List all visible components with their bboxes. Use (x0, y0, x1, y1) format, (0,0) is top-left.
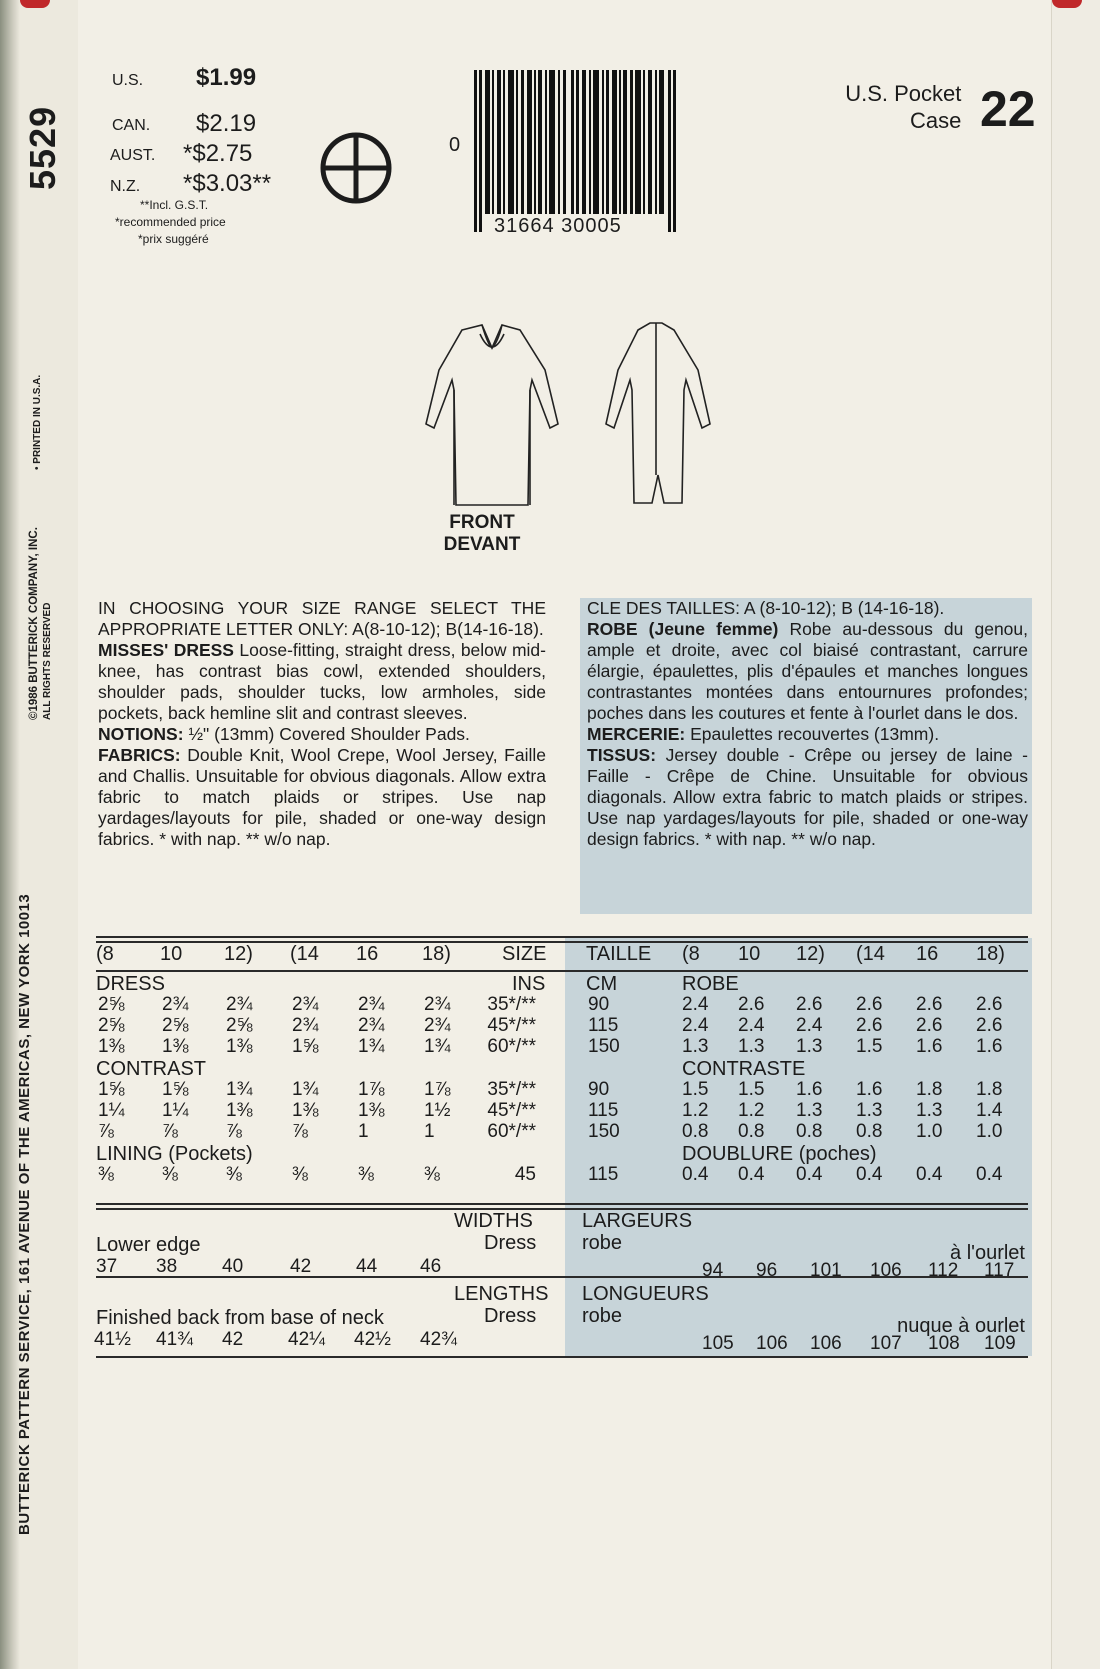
right-edge (1051, 0, 1100, 1669)
size-key-intro: CLE DES TAILLES: A (8-10-12); B (14-16-18). (587, 598, 945, 618)
recommended-note: *recommended price (115, 215, 226, 229)
metric-value: 1.3 (796, 1100, 823, 1121)
widths-row-fr: à l'ourlet (950, 1242, 1025, 1264)
notions-title: NOTIONS: (98, 724, 184, 744)
fabric-width-ins: 35*/** (487, 1079, 536, 1100)
publisher-address: BUTTERICK PATTERN SERVICE, 161 AVENUE OF THE AMERICAS, NEW YORK 10013 (16, 893, 33, 1535)
lengths-ins-value: 41¾ (156, 1329, 193, 1350)
widths-ins-value: 42 (290, 1256, 312, 1277)
metric-value: 2.6 (976, 1015, 1003, 1036)
size-header: (8 (96, 943, 114, 965)
fabrics-title: FABRICS: (98, 745, 181, 765)
metric-value: 2.4 (682, 1015, 709, 1036)
lengths-ins-value: 42½ (354, 1329, 391, 1350)
sketch-caption (430, 512, 534, 556)
price-label-nz: N.Z. (110, 178, 141, 195)
section-title-fr: CONTRASTE (682, 1058, 806, 1080)
table-rule (96, 970, 1028, 972)
table-rule (96, 1203, 1028, 1205)
price-label-aust: AUST. (110, 147, 156, 164)
yardage-value: ⅞ (292, 1121, 308, 1142)
pocket-line2: Case (910, 108, 962, 133)
metric-value: 1.4 (976, 1100, 1003, 1121)
yardage-value: 1¼ (162, 1100, 189, 1121)
metric-value: 0.8 (682, 1121, 709, 1142)
lengths-row-fr: nuque à ourlet (897, 1315, 1025, 1337)
metric-value: 1.8 (916, 1079, 943, 1100)
mercerie-title: MERCERIE: (587, 724, 686, 744)
taille-header: 18) (976, 943, 1005, 965)
metric-value: 0.4 (738, 1164, 765, 1185)
metric-value: 0.8 (796, 1121, 823, 1142)
widths-ins-value: 37 (96, 1256, 118, 1277)
yardage-value: 1¾ (292, 1079, 319, 1100)
fabric-width-cm: 115 (588, 1164, 619, 1185)
yardage-value: 2¾ (358, 994, 385, 1015)
table-rule (96, 1276, 1028, 1278)
printed-in-usa: • PRINTED IN U.S.A. (32, 374, 43, 470)
widths-ins-value: 44 (356, 1256, 378, 1277)
widths-label-en: WIDTHS (454, 1210, 533, 1232)
rights-text: ALL RIGHTS RESERVED (42, 602, 53, 720)
metric-value: 2.4 (738, 1015, 765, 1036)
lengths-garment-fr: robe (582, 1305, 623, 1327)
yardage-value: 1¾ (226, 1079, 253, 1100)
metric-value: 2.6 (916, 1015, 943, 1036)
yardage-value: ⅞ (98, 1121, 114, 1142)
widths-garment-en: Dress (484, 1232, 537, 1254)
price-aust: *$2.75 (183, 140, 253, 167)
lengths-cm-value: 107 (870, 1333, 902, 1354)
fabric-width-cm: 150 (588, 1036, 620, 1057)
fabric-width-ins: 45*/** (487, 1100, 536, 1121)
lengths-label-en: LENGTHS (454, 1283, 549, 1305)
metric-value: 1.0 (976, 1121, 1003, 1142)
widths-ins-value: 46 (420, 1256, 442, 1277)
yardage-value: 1¾ (424, 1036, 451, 1057)
fabric-width-ins: 35*/** (487, 994, 536, 1015)
lengths-cm-value: 105 (702, 1333, 734, 1354)
suggested-note: *prix suggéré (138, 232, 209, 246)
size-header: 18) (422, 943, 451, 965)
registration-mark-icon (318, 130, 394, 206)
metric-value: 2.6 (738, 994, 765, 1015)
yardage-value: 2⅝ (226, 1015, 253, 1036)
lengths-cm-value: 108 (928, 1333, 960, 1354)
metric-value: 0.4 (916, 1164, 943, 1185)
lengths-ins-value: 42 (222, 1329, 244, 1350)
price-label-us: U.S. (112, 72, 144, 89)
robe-title: ROBE (Jeune femme) (587, 619, 779, 639)
yardage-value: ⅜ (226, 1164, 242, 1185)
gst-note: **Incl. G.S.T. (140, 198, 209, 212)
price-us: $1.99 (196, 64, 257, 91)
yardage-value: ⅜ (358, 1164, 374, 1185)
metric-value: 1.5 (738, 1079, 765, 1100)
widths-row-en: Lower edge (96, 1234, 201, 1256)
yardage-value: 1¼ (98, 1100, 125, 1121)
yardage-value: 2¾ (226, 994, 253, 1015)
yardage-value: 1⅜ (226, 1100, 253, 1121)
fabric-width-ins: 45*/** (487, 1015, 536, 1036)
dress-title: MISSES' DRESS (98, 640, 234, 660)
notions-text: ½" (13mm) Covered Shoulder Pads. (188, 724, 470, 744)
garment-sketch (410, 320, 730, 510)
fabric-width-cm: 90 (588, 1079, 610, 1100)
yardage-value: ⅜ (98, 1164, 114, 1185)
copyright-text: ©1986 BUTTERICK COMPANY, INC. (28, 527, 40, 720)
yardage-value: ⅜ (424, 1164, 440, 1185)
size-range-intro: IN CHOOSING YOUR SIZE RANGE SELECT THE APPROPRIATE LETTER ONLY: A(8-10-12); B(14-16-18). (98, 598, 546, 639)
widths-ins-value: 40 (222, 1256, 244, 1277)
metric-value: 1.8 (976, 1079, 1003, 1100)
english-description (98, 598, 546, 850)
fabric-width-ins: 45 (514, 1164, 536, 1185)
yardage-value: 1⅜ (226, 1036, 253, 1057)
table-rule (96, 936, 1028, 938)
metric-value: 1.0 (916, 1121, 943, 1142)
lengths-ins-value: 42¾ (420, 1329, 457, 1350)
yardage-value: 1⅝ (162, 1079, 189, 1100)
price-nz: *$3.03** (183, 170, 272, 197)
metric-value: 1.3 (916, 1100, 943, 1121)
pocket-case-number: 22 (980, 81, 1036, 137)
metric-value: 1.6 (976, 1036, 1003, 1057)
widths-garment-fr: robe (582, 1232, 623, 1254)
metric-value: 2.6 (976, 994, 1003, 1015)
yardage-value: 1½ (424, 1100, 451, 1121)
barcode-lead-digit: 0 (449, 134, 461, 156)
yardage-value: 2¾ (358, 1015, 385, 1036)
metric-value: 1.6 (916, 1036, 943, 1057)
yardage-value: ⅜ (292, 1164, 308, 1185)
caption-front: FRONT (449, 512, 515, 533)
fabrics-text: Double Knit, Wool Crepe, Wool Jersey, Faille and Challis. Unsuitable for obvious diagonals. Allow extra fabric to match plaids or stripes. Use nap yardages/layouts for pile, shaded or one-way design fabrics. * with nap. ** w/o nap. (98, 745, 546, 849)
metric-value: 0.4 (976, 1164, 1003, 1185)
tissus-title: TISSUS: (587, 745, 657, 765)
lengths-label-fr: LONGUEURS (582, 1283, 709, 1305)
pattern-number: 5529 (22, 105, 63, 190)
lengths-cm-value: 109 (984, 1333, 1016, 1354)
taille-header: (8 (682, 943, 700, 965)
metric-value: 2.4 (796, 1015, 823, 1036)
barcode-icon (472, 70, 678, 232)
size-header: (14 (290, 943, 319, 965)
section-title: LINING (Pockets) (96, 1143, 253, 1165)
barcode-digits: 31664 30005 (494, 215, 622, 237)
section-title-fr: ROBE (682, 973, 739, 995)
lengths-cm-value: 106 (810, 1333, 842, 1354)
metric-value: 0.4 (796, 1164, 823, 1185)
metric-value: 2.6 (916, 994, 943, 1015)
metric-value: 0.8 (738, 1121, 765, 1142)
fabric-width-cm: 115 (588, 1100, 619, 1121)
metric-value: 0.8 (856, 1121, 883, 1142)
widths-cm-value: 117 (984, 1260, 1015, 1281)
french-description (587, 598, 1028, 850)
yardage-value: ⅞ (226, 1121, 242, 1142)
yardage-value: 1¾ (358, 1036, 385, 1057)
lengths-row-en: Finished back from base of neck (96, 1307, 384, 1329)
metric-value: 2.6 (856, 994, 883, 1015)
widths-cm-value: 96 (756, 1260, 778, 1281)
fabric-width-ins: 60*/** (487, 1121, 536, 1142)
widths-cm-value: 94 (702, 1260, 724, 1281)
yardage-value: 2¾ (292, 994, 319, 1015)
widths-ins-value: 38 (156, 1256, 178, 1277)
metric-value: 0.4 (856, 1164, 883, 1185)
metric-value: 1.5 (682, 1079, 709, 1100)
metric-value: 2.4 (682, 994, 709, 1015)
cm-label: CM (586, 973, 618, 995)
taille-header: 12) (796, 943, 825, 965)
robe-description: Robe au-dessous du genou, ample et droite, avec col biaisé contrastant, carrure élargie, épaulettes, plis d'épaules et manches longues contrastantes montées dans entournures profondes; poches dans les coutures et fente à l'ourlet dans le dos. (587, 619, 1029, 723)
metric-value: 0.4 (682, 1164, 709, 1185)
dress-description: Loose-fitting, straight dress, below mid-knee, has contrast bias cowl, extended shoulders, shoulder pads, shoulder tucks, low armholes, side pockets, back hemline slit and contrast sleeves. (98, 640, 546, 723)
fabric-width-cm: 90 (588, 994, 610, 1015)
metric-value: 1.2 (682, 1100, 709, 1121)
red-corner-mark (1052, 0, 1082, 8)
metric-value: 1.5 (856, 1036, 883, 1057)
copyright-block (28, 527, 54, 720)
lengths-garment-en: Dress (484, 1305, 537, 1327)
size-header: 16 (356, 943, 379, 965)
pocket-line1: U.S. Pocket (845, 81, 962, 106)
yardage-value: 1⅜ (292, 1100, 319, 1121)
table-rule (96, 1356, 1028, 1358)
yardage-value: 1 (424, 1121, 435, 1142)
yardage-value: ⅞ (162, 1121, 178, 1142)
widths-label-fr: LARGEURS (582, 1210, 693, 1232)
red-corner-mark (20, 0, 50, 8)
lengths-cm-value: 106 (756, 1333, 788, 1354)
metric-value: 1.6 (856, 1079, 883, 1100)
taille-header: 16 (916, 943, 939, 965)
yardage-value: 2¾ (292, 1015, 319, 1036)
widths-cm-value: 106 (870, 1260, 902, 1281)
ins-label: INS (512, 973, 546, 995)
yardage-value: 2¾ (424, 994, 451, 1015)
section-title: CONTRAST (96, 1058, 206, 1080)
metric-value: 1.6 (796, 1079, 823, 1100)
widths-cm-value: 101 (810, 1260, 842, 1281)
yardage-value: ⅜ (162, 1164, 178, 1185)
yardage-value: 2⅝ (98, 994, 125, 1015)
size-header: 12) (224, 943, 253, 965)
section-title: DRESS (96, 973, 165, 995)
yardage-value: 1⅞ (424, 1079, 451, 1100)
fabric-width-cm: 150 (588, 1121, 620, 1142)
taille-header: (14 (856, 943, 885, 965)
pocket-case-label (838, 80, 961, 134)
metric-value: 2.6 (796, 994, 823, 1015)
price-label-can: CAN. (112, 117, 151, 134)
taille-header: 10 (738, 943, 761, 965)
yardage-value: 1⅜ (162, 1036, 189, 1057)
lengths-ins-value: 42¼ (288, 1329, 325, 1350)
metric-value: 1.2 (738, 1100, 765, 1121)
metric-value: 1.3 (738, 1036, 765, 1057)
lengths-ins-value: 41½ (94, 1329, 131, 1350)
price-can: $2.19 (196, 110, 257, 137)
size-header: 10 (160, 943, 183, 965)
fabric-width-cm: 115 (588, 1015, 619, 1036)
yardage-value: 1 (358, 1121, 369, 1142)
metric-value: 1.3 (682, 1036, 709, 1057)
yardage-value: 2⅝ (98, 1015, 125, 1036)
yardage-value: 1⅞ (358, 1079, 385, 1100)
yardage-value: 1⅜ (358, 1100, 385, 1121)
yardage-value: 1⅝ (292, 1036, 319, 1057)
widths-cm-value: 112 (928, 1260, 959, 1281)
mercerie-text: Epaulettes recouvertes (13mm). (690, 724, 940, 744)
tissus-text: Jersey double - Crêpe ou jersey de laine - Faille - Crêpe de Chine. Unsuitable for obvious diagonals. Allow extra fabric to match plaids or stripes. Use nap yardages/layouts for pile, shaded or one-way design fabrics. * with nap. ** w/o nap. (587, 745, 1028, 849)
yardage-value: 1⅜ (98, 1036, 125, 1057)
fabric-width-ins: 60*/** (487, 1036, 536, 1057)
metric-value: 1.3 (856, 1100, 883, 1121)
taille-label: TAILLE (586, 943, 652, 965)
yardage-value: 2¾ (162, 994, 189, 1015)
size-label: SIZE (502, 943, 547, 965)
yardage-value: 1⅝ (98, 1079, 125, 1100)
table-rule (96, 1208, 1028, 1210)
section-title-fr: DOUBLURE (poches) (682, 1143, 877, 1165)
metric-value: 1.3 (796, 1036, 823, 1057)
metric-value: 2.6 (856, 1015, 883, 1036)
yardage-value: 2¾ (424, 1015, 451, 1036)
yardage-value: 2⅝ (162, 1015, 189, 1036)
caption-devant: DEVANT (443, 534, 521, 555)
